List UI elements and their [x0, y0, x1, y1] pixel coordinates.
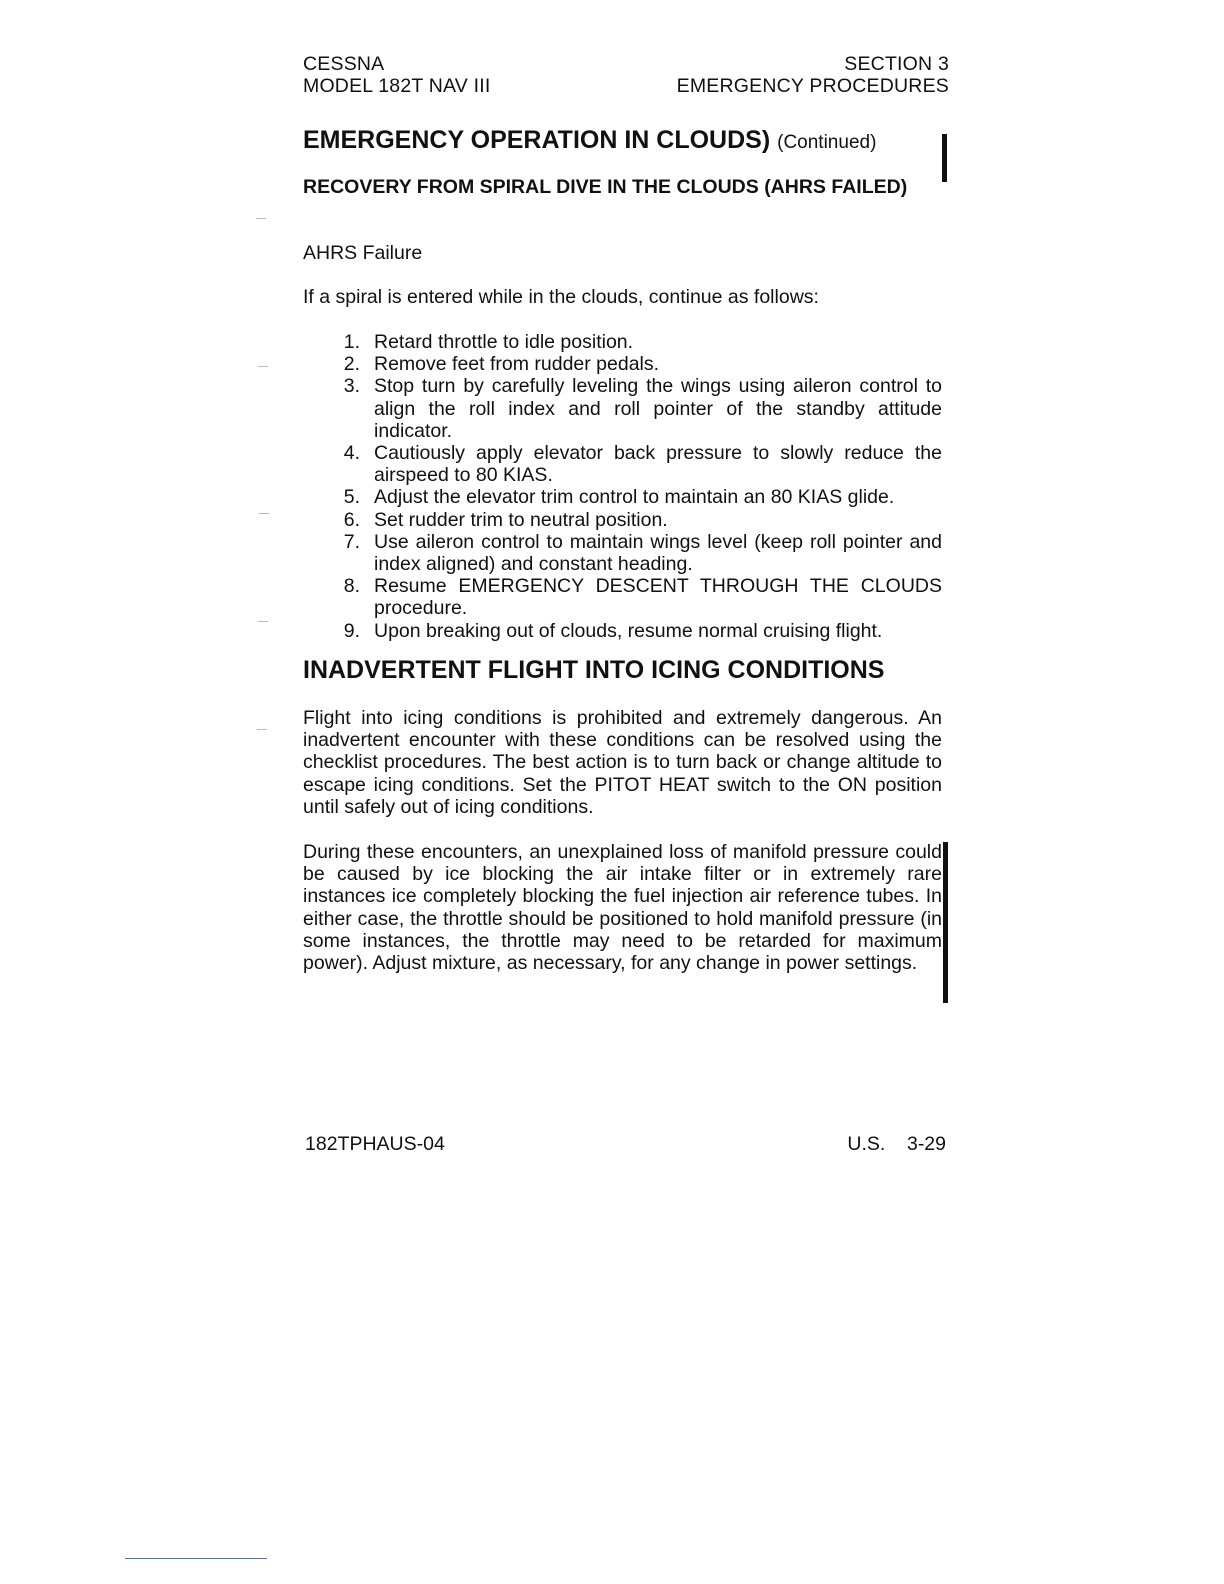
procedure-step [336, 375, 942, 442]
section-title-text: EMERGENCY OPERATION IN CLOUDS) [303, 126, 771, 154]
bottom-rule [125, 1558, 267, 1559]
region-label: U.S. [847, 1133, 886, 1155]
procedure-step [336, 331, 942, 353]
step-text: Adjust the elevator trim control to maintain an 80 KIAS glide. [374, 486, 895, 509]
paragraph-ahrs-failure: AHRS Failure [303, 242, 423, 264]
step-number: 5. [343, 486, 360, 509]
scan-mark [259, 513, 269, 514]
document-number: 182TPHAUS-04 [305, 1133, 445, 1155]
step-number: 8. [343, 575, 360, 598]
scan-mark [256, 218, 266, 219]
step-text: Retard throttle to idle position. [374, 331, 634, 353]
running-header-left [303, 53, 490, 97]
step-number: 7. [343, 530, 360, 553]
section-title-icing: INADVERTENT FLIGHT INTO ICING CONDITIONS [303, 656, 885, 684]
page-number: 3-29 [906, 1133, 946, 1155]
step-number: 4. [343, 442, 360, 465]
manufacturer-name: CESSNA [303, 53, 385, 75]
page-footer-right [780, 1133, 946, 1156]
procedure-step [336, 442, 942, 486]
procedure-step [336, 509, 942, 531]
step-text: Upon breaking out of clouds, resume normal cruising flight. [374, 619, 883, 642]
paragraph-spiral-intro: If a spiral is entered while in the clouds, continue as follows: [303, 286, 819, 308]
procedure-step [336, 620, 942, 642]
procedure-step [336, 353, 942, 375]
section-name: EMERGENCY PROCEDURES [676, 75, 949, 97]
section-number: SECTION 3 [844, 53, 949, 75]
step-number: 2. [343, 353, 360, 376]
scan-mark [257, 729, 267, 730]
revision-bar [942, 134, 947, 182]
step-number: 6. [343, 508, 360, 531]
step-text: Resume EMERGENCY DESCENT THROUGH THE CLOUDS procedure. [374, 575, 942, 620]
subsection-heading: RECOVERY FROM SPIRAL DIVE IN THE CLOUDS (AHRS FAILED) [303, 176, 908, 198]
step-number: 1. [343, 331, 360, 353]
procedure-step [336, 531, 942, 575]
step-text: Cautiously apply elevator back pressure to slowly reduce the airspeed to 80 KIAS. [374, 442, 942, 487]
section-title-clouds [303, 126, 876, 155]
procedure-step [336, 575, 942, 619]
paragraph-manifold-pressure: During these encounters, an unexplained loss of manifold pressure could be caused by ice blocking the air intake filter or in extremely rare instances ice completely blocking the fuel injection air reference tubes. In either case, the throttle should be positioned to hold manifold pressure (in some instances, the throttle may need to be retarded for maximum power). Adjust mixture, as necessary, for any change in power settings. [303, 841, 942, 975]
procedure-step [336, 486, 942, 508]
step-text: Set rudder trim to neutral position. [374, 508, 668, 531]
procedure-steps [336, 331, 942, 642]
step-number: 9. [343, 619, 360, 642]
paragraph-icing-intro: Flight into icing conditions is prohibited and extremely dangerous. An inadvertent encounter with these conditions can be resolved using the checklist procedures. The best action is to turn back or change altitude to escape icing conditions. Set the PITOT HEAT switch to the ON position until safely out of icing conditions. [303, 707, 942, 818]
step-text: Remove feet from rudder pedals. [374, 353, 660, 376]
model-name: MODEL 182T NAV III [303, 75, 491, 97]
step-text: Stop turn by carefully leveling the wings using aileron control to align the roll index and roll pointer of the standby attitude indicator. [374, 375, 942, 442]
scan-mark [258, 366, 268, 367]
running-header-right [600, 53, 949, 97]
step-number: 3. [343, 375, 360, 398]
step-text: Use aileron control to maintain wings level (keep roll pointer and index aligned) and constant heading. [374, 530, 942, 576]
section-title-suffix: (Continued) [777, 132, 877, 153]
scan-mark [258, 621, 268, 622]
revision-bar [943, 842, 948, 1003]
